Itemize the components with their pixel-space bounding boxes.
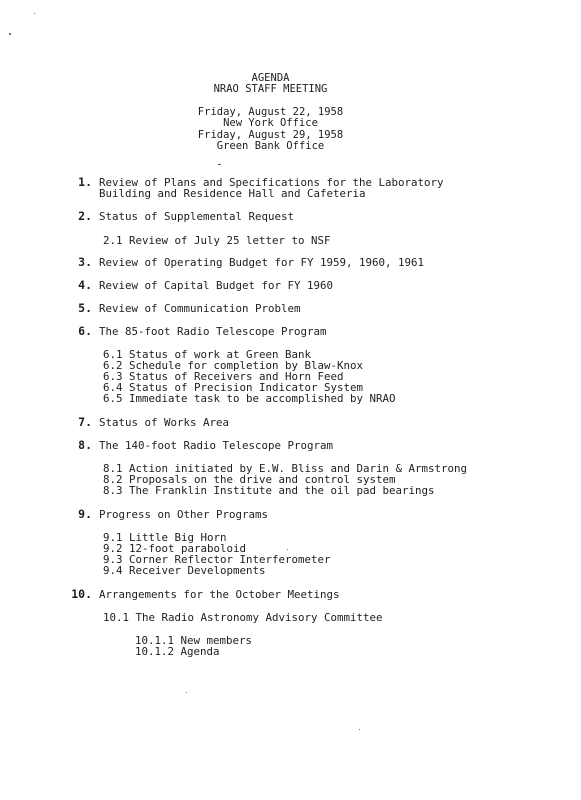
item-number: 9. — [78, 507, 92, 521]
item-text: Status of Works Area — [99, 416, 230, 429]
scan-speck — [218, 164, 221, 165]
subitem-text: 9.3 Corner Reflector Interferometer — [103, 553, 331, 566]
meeting-title: NRAO STAFF MEETING — [213, 83, 328, 95]
agenda-title: AGENDA — [251, 72, 290, 84]
subitem-text: 6.3 Status of Receivers and Horn Feed — [103, 370, 344, 383]
scan-speck — [287, 549, 288, 550]
subitem-text: 8.2 Proposals on the drive and control system — [103, 473, 396, 486]
subitem-text: 6.2 Schedule for completion by Blaw-Knox — [103, 359, 364, 372]
subitem-text: 9.1 Little Big Horn — [103, 531, 227, 544]
meeting-date-2: Friday, August 29, 1958 — [197, 129, 344, 141]
item-text: Review of Capital Budget for FY 1960 — [99, 279, 334, 292]
scan-speck — [9, 33, 11, 35]
item-text: Review of Operating Budget for FY 1959, 1960, 1961 — [99, 256, 425, 269]
item-text: Building and Residence Hall and Cafeteria — [99, 187, 366, 200]
item-number: 2. — [78, 209, 92, 223]
item-text: Review of Plans and Specifications for the Laboratory — [99, 176, 444, 189]
item-text: Status of Supplemental Request — [99, 210, 295, 223]
scan-speck — [359, 729, 360, 730]
scan-speck — [186, 692, 187, 693]
item-number: 8. — [78, 438, 92, 452]
item-text: The 85-foot Radio Telescope Program — [99, 325, 327, 338]
subitem-text: 6.5 Immediate task to be accomplished by NRAO — [103, 392, 396, 405]
item-text: Progress on Other Programs — [99, 508, 269, 521]
item-text: Arrangements for the October Meetings — [99, 588, 340, 601]
meeting-place-2: Green Bank Office — [216, 140, 325, 152]
subitem-text: 10.1 The Radio Astronomy Advisory Committee — [103, 611, 383, 624]
subitem-text: 10.1.1 New members — [135, 634, 253, 647]
subitem-text: 6.4 Status of Precision Indicator System — [103, 381, 364, 394]
item-number: 10. — [71, 587, 92, 601]
subitem-text: 8.1 Action initiated by E.W. Bliss and Darin & Armstrong — [103, 462, 468, 475]
item-text: The 140-foot Radio Telescope Program — [99, 439, 334, 452]
subitem-text: 9.4 Receiver Developments — [103, 564, 266, 577]
item-number: 5. — [78, 301, 92, 315]
subitem-text: 9.2 12-foot paraboloid — [103, 542, 247, 555]
subitem-text: 8.3 The Franklin Institute and the oil pad bearings — [103, 484, 435, 497]
subitem-text: 6.1 Status of work at Green Bank — [103, 348, 312, 361]
item-number: 4. — [78, 278, 92, 292]
item-number: 6. — [78, 324, 92, 338]
meeting-place-1: New York Office — [223, 117, 318, 129]
scan-speck — [34, 13, 35, 14]
item-text: Review of Communication Problem — [99, 302, 301, 315]
meeting-date-1: Friday, August 22, 1958 — [197, 106, 344, 118]
item-number: 1. — [78, 175, 92, 189]
subitem-text: 2.1 Review of July 25 letter to NSF — [103, 234, 331, 247]
item-number: 7. — [78, 415, 92, 429]
subitem-text: 10.1.2 Agenda — [135, 645, 220, 658]
item-number: 3. — [78, 255, 92, 269]
